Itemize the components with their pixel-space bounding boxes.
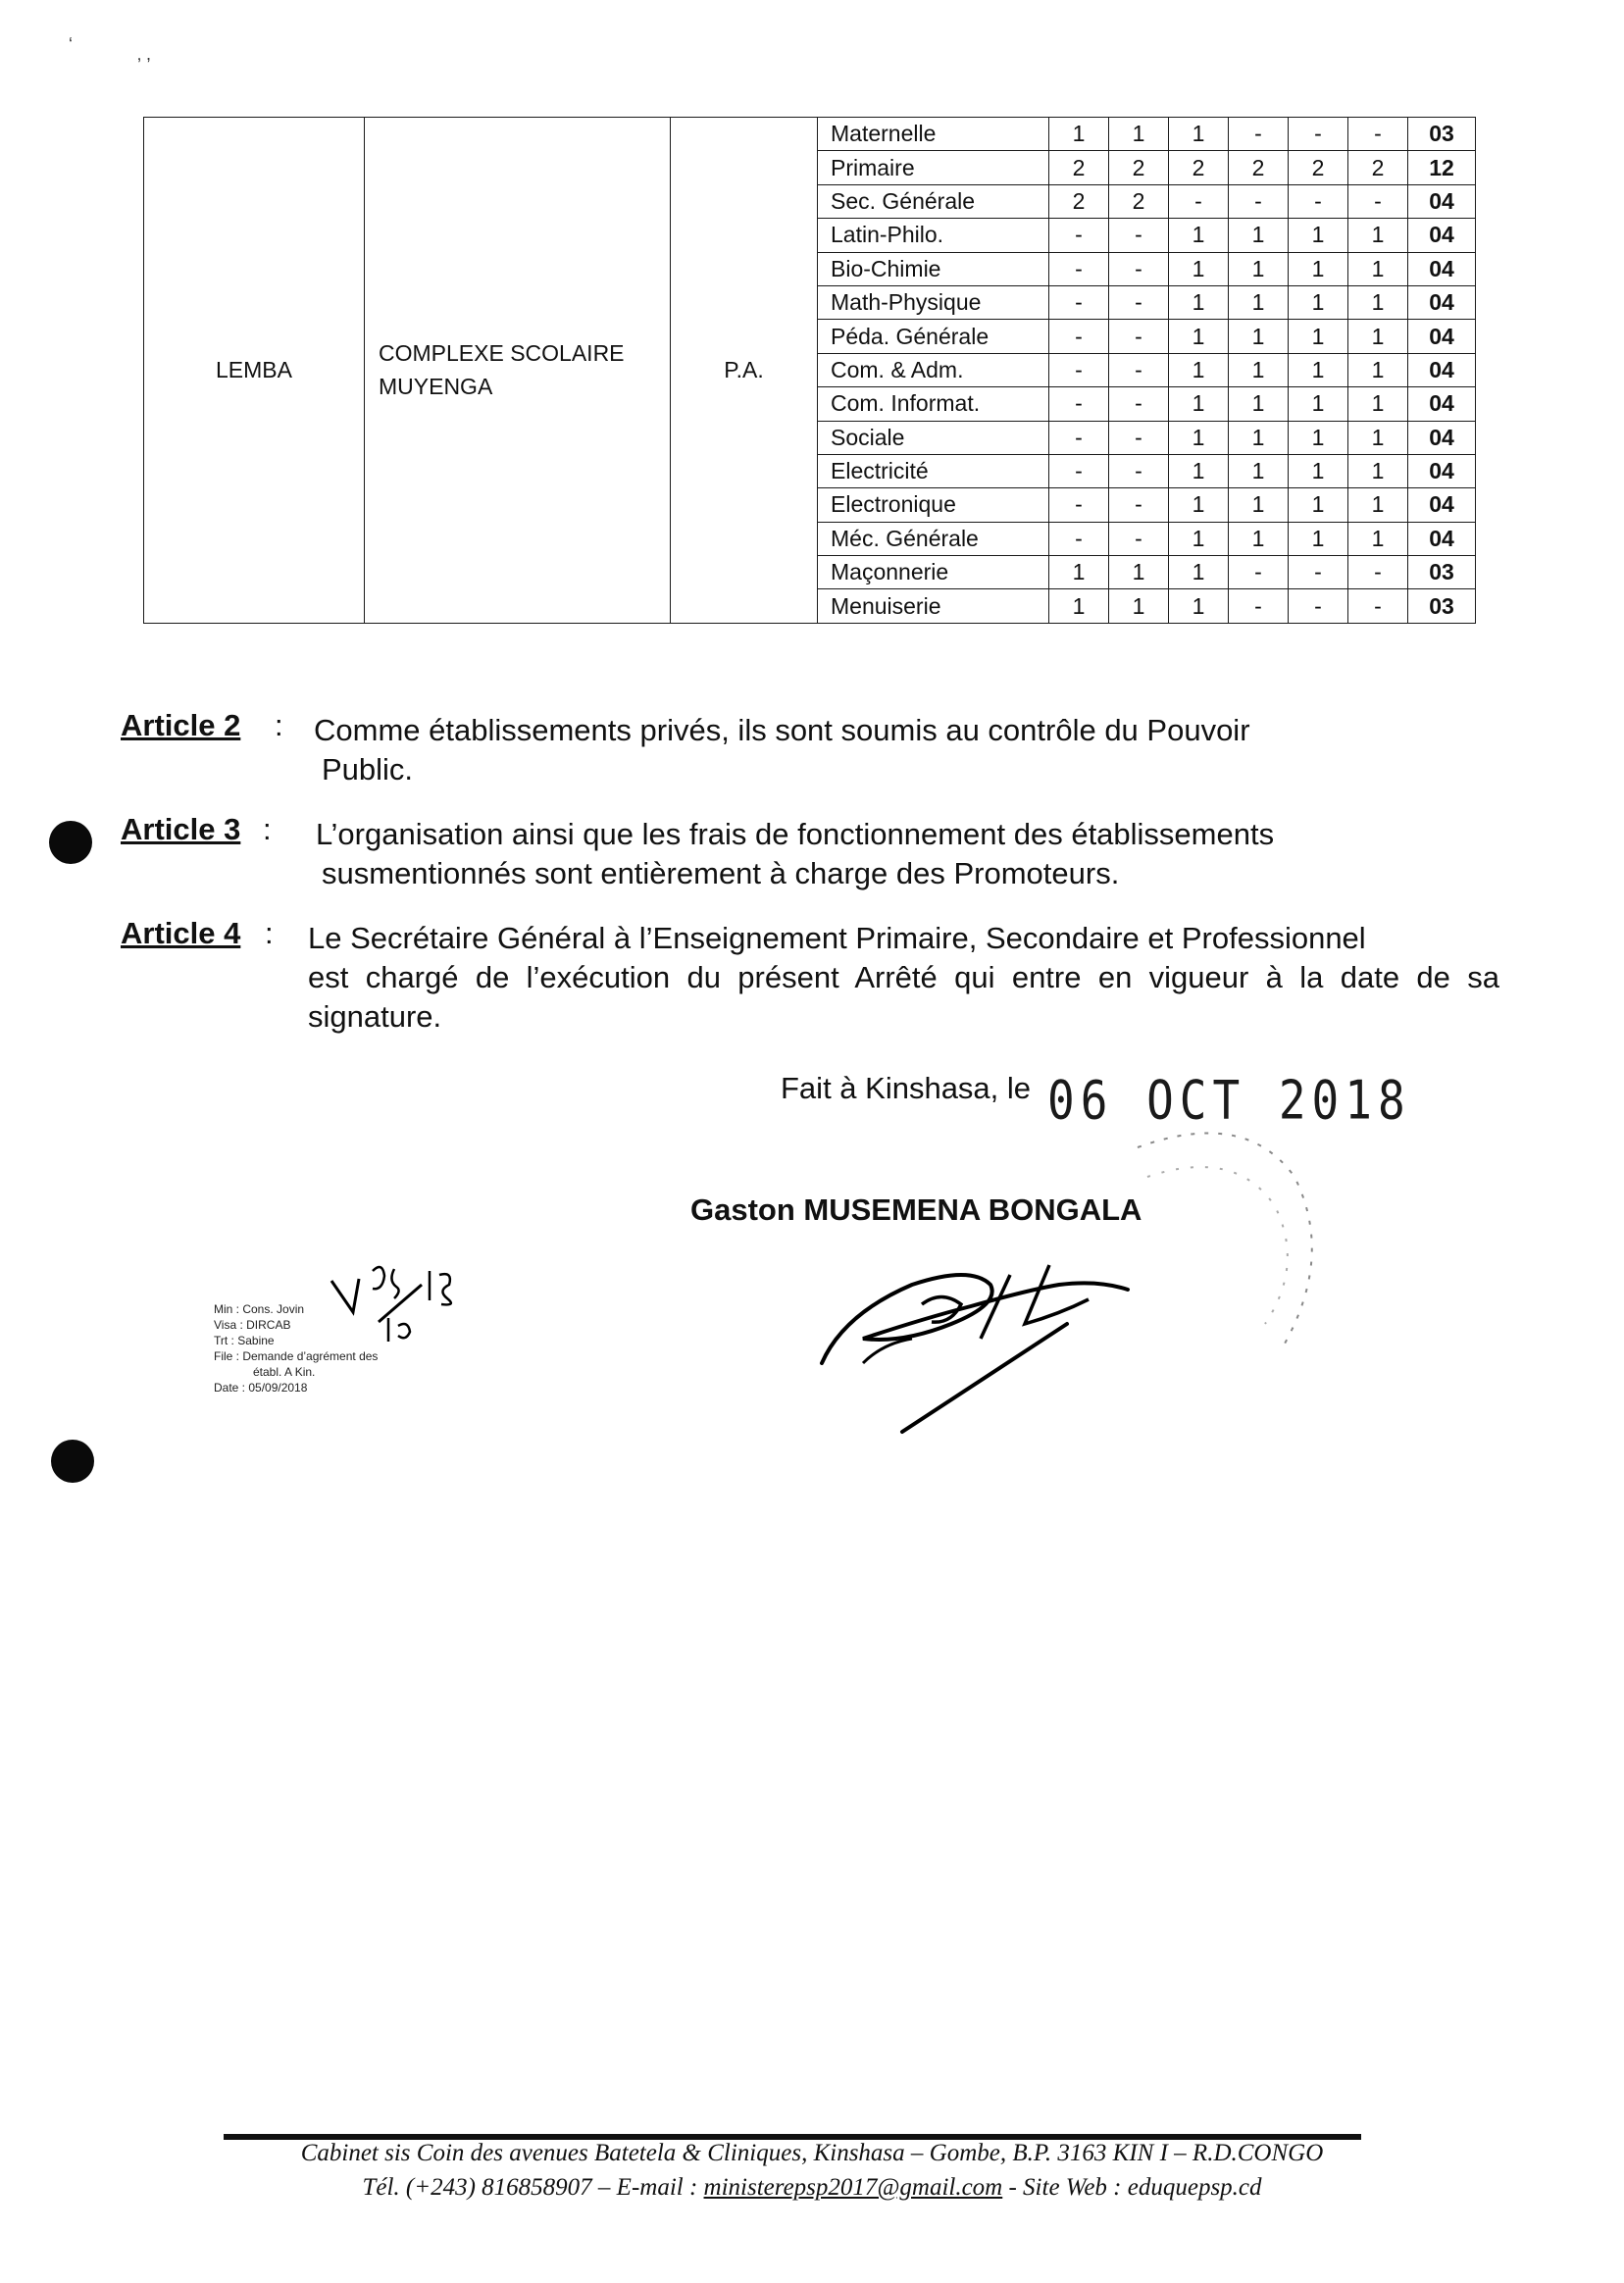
- cell-class-count: 1: [1169, 353, 1229, 386]
- cell-school: [365, 118, 671, 624]
- cell-class-count: 1: [1169, 589, 1229, 623]
- cell-class-count: 1: [1229, 320, 1289, 353]
- cell-class-count: 1: [1169, 285, 1229, 319]
- article-4-label: Article 4: [121, 916, 241, 950]
- cell-option: Electricité: [818, 454, 1049, 487]
- cell-class-count: 1: [1169, 454, 1229, 487]
- minute-date: Date : 05/09/2018: [214, 1381, 308, 1395]
- cell-class-count: -: [1229, 589, 1289, 623]
- cell-class-count: 1: [1289, 353, 1348, 386]
- cell-class-count: 1: [1229, 387, 1289, 421]
- cell-class-count: 2: [1229, 151, 1289, 184]
- cell-class-count: -: [1109, 522, 1169, 555]
- cell-total: 04: [1408, 252, 1476, 285]
- cell-class-count: 1: [1348, 353, 1408, 386]
- cell-option: Sociale: [818, 421, 1049, 454]
- footer-website: - Site Web : eduquepsp.cd: [1002, 2174, 1262, 2201]
- cell-option: Bio-Chimie: [818, 252, 1049, 285]
- article-4-line3: signature.: [308, 999, 442, 1034]
- article-3-label: Article 3: [121, 812, 241, 846]
- cell-option: Maçonnerie: [818, 556, 1049, 589]
- cell-area: [144, 118, 365, 624]
- cell-class-count: 1: [1348, 522, 1408, 555]
- cell-regime: [671, 118, 818, 624]
- cell-total: 04: [1408, 454, 1476, 487]
- cell-class-count: -: [1049, 421, 1109, 454]
- punch-hole-mark: [51, 1440, 94, 1483]
- faint-seal-outline: [1128, 1108, 1324, 1383]
- article-2-line1: Comme établissements privés, ils sont soumis au contrôle du Pouvoir: [314, 713, 1250, 747]
- cell-class-count: 1: [1289, 320, 1348, 353]
- cell-class-count: -: [1049, 522, 1109, 555]
- cell-class-count: 2: [1109, 151, 1169, 184]
- article-4-colon: :: [265, 916, 274, 950]
- cell-class-count: -: [1109, 387, 1169, 421]
- cell-total: 03: [1408, 556, 1476, 589]
- minute-min: Min : Cons. Jovin: [214, 1302, 305, 1316]
- cell-total: 04: [1408, 522, 1476, 555]
- cell-class-count: -: [1049, 320, 1109, 353]
- article-3-line1: L’organisation ainsi que les frais de fonctionnement des établissements: [316, 817, 1275, 851]
- cell-class-count: -: [1109, 285, 1169, 319]
- cell-class-count: 1: [1289, 219, 1348, 252]
- cell-class-count: -: [1049, 387, 1109, 421]
- cell-class-count: 1: [1348, 285, 1408, 319]
- cell-class-count: 1: [1289, 522, 1348, 555]
- cell-option: Péda. Générale: [818, 320, 1049, 353]
- cell-total: 04: [1408, 320, 1476, 353]
- cell-class-count: 1: [1169, 387, 1229, 421]
- footer-contact: [0, 2174, 1624, 2202]
- cell-total: 04: [1408, 488, 1476, 522]
- cell-class-count: 1: [1229, 252, 1289, 285]
- cell-class-count: -: [1109, 454, 1169, 487]
- cell-class-count: 1: [1169, 556, 1229, 589]
- cell-class-count: 1: [1109, 556, 1169, 589]
- cell-option: Primaire: [818, 151, 1049, 184]
- cell-class-count: 1: [1169, 252, 1229, 285]
- cell-total: 03: [1408, 589, 1476, 623]
- cell-class-count: -: [1109, 488, 1169, 522]
- cell-option: Latin-Philo.: [818, 219, 1049, 252]
- cell-total: 04: [1408, 387, 1476, 421]
- cell-class-count: 2: [1289, 151, 1348, 184]
- handwritten-signature: [804, 1245, 1157, 1442]
- cell-class-count: 1: [1049, 589, 1109, 623]
- cell-class-count: 1: [1229, 488, 1289, 522]
- footer-email-link[interactable]: ministerepsp2017@gmail.com: [703, 2174, 1003, 2201]
- cell-class-count: -: [1348, 118, 1408, 151]
- cell-total: 04: [1408, 184, 1476, 218]
- handwritten-initials-date: [324, 1261, 461, 1359]
- cell-class-count: -: [1109, 421, 1169, 454]
- school-name-line2: MUYENGA: [379, 374, 493, 400]
- cell-class-count: 1: [1289, 285, 1348, 319]
- cell-class-count: -: [1289, 118, 1348, 151]
- cell-class-count: 1: [1289, 421, 1348, 454]
- article-3-line2: susmentionnés sont entièrement à charge des Promoteurs.: [322, 856, 1120, 890]
- cell-class-count: 1: [1169, 522, 1229, 555]
- signer-name: Gaston MUSEMENA BONGALA: [690, 1192, 1142, 1227]
- cell-total: 04: [1408, 219, 1476, 252]
- regime-code: P.A.: [724, 356, 764, 382]
- cell-class-count: 1: [1109, 589, 1169, 623]
- table-row: [144, 118, 1476, 151]
- minute-file-cont: établ. A Kin.: [253, 1365, 316, 1379]
- cell-class-count: 1: [1229, 522, 1289, 555]
- cell-class-count: -: [1229, 184, 1289, 218]
- cell-total: 12: [1408, 151, 1476, 184]
- cell-class-count: 1: [1109, 118, 1169, 151]
- school-name-line1: COMPLEXE SCOLAIRE: [379, 340, 625, 367]
- cell-class-count: -: [1348, 589, 1408, 623]
- cell-class-count: 1: [1289, 252, 1348, 285]
- cell-class-count: 1: [1229, 219, 1289, 252]
- cell-option: Math-Physique: [818, 285, 1049, 319]
- cell-class-count: 2: [1049, 151, 1109, 184]
- cell-total: 03: [1408, 118, 1476, 151]
- cell-class-count: 1: [1348, 421, 1408, 454]
- cell-class-count: -: [1289, 589, 1348, 623]
- cell-class-count: 2: [1109, 184, 1169, 218]
- cell-class-count: 2: [1348, 151, 1408, 184]
- cell-class-count: -: [1049, 353, 1109, 386]
- minute-trt: Trt : Sabine: [214, 1334, 275, 1347]
- cell-class-count: -: [1049, 252, 1109, 285]
- cell-class-count: 1: [1348, 320, 1408, 353]
- cell-class-count: 1: [1289, 488, 1348, 522]
- cell-class-count: 1: [1348, 252, 1408, 285]
- cell-class-count: 1: [1229, 285, 1289, 319]
- cell-option: Com. Informat.: [818, 387, 1049, 421]
- article-3-colon: :: [263, 812, 272, 846]
- cell-option: Maternelle: [818, 118, 1049, 151]
- cell-option: Méc. Générale: [818, 522, 1049, 555]
- cell-class-count: 1: [1169, 118, 1229, 151]
- cell-option: Menuiserie: [818, 589, 1049, 623]
- cell-class-count: 1: [1169, 488, 1229, 522]
- cell-class-count: -: [1169, 184, 1229, 218]
- cell-class-count: 1: [1229, 421, 1289, 454]
- cell-option: Sec. Générale: [818, 184, 1049, 218]
- cell-class-count: 1: [1049, 118, 1109, 151]
- cell-class-count: 1: [1169, 320, 1229, 353]
- cell-class-count: 1: [1049, 556, 1109, 589]
- article-2-colon: :: [275, 708, 283, 742]
- cell-class-count: -: [1109, 252, 1169, 285]
- cell-class-count: -: [1229, 556, 1289, 589]
- cell-class-count: 1: [1229, 353, 1289, 386]
- cell-class-count: -: [1289, 184, 1348, 218]
- article-2-label: Article 2: [121, 708, 241, 742]
- minute-visa: Visa : DIRCAB: [214, 1318, 291, 1332]
- place-and-date-text: Fait à Kinshasa, le: [781, 1071, 1032, 1105]
- cell-option: Com. & Adm.: [818, 353, 1049, 386]
- cell-class-count: -: [1049, 219, 1109, 252]
- cell-class-count: 1: [1229, 454, 1289, 487]
- cell-class-count: -: [1348, 556, 1408, 589]
- cell-class-count: -: [1348, 184, 1408, 218]
- cell-class-count: -: [1049, 454, 1109, 487]
- cell-option: Electronique: [818, 488, 1049, 522]
- cell-class-count: 2: [1049, 184, 1109, 218]
- scan-speck: ‘: [69, 34, 73, 54]
- cell-class-count: -: [1109, 219, 1169, 252]
- article-4-line1: Le Secrétaire Général à l’Enseignement Primaire, Secondaire et Professionnel: [308, 921, 1366, 955]
- cell-class-count: -: [1049, 285, 1109, 319]
- cell-total: 04: [1408, 285, 1476, 319]
- minute-file: File : Demande d’agrément des: [214, 1349, 379, 1363]
- cell-class-count: -: [1229, 118, 1289, 151]
- footer-address: Cabinet sis Coin des avenues Batetela & Cliniques, Kinshasa – Gombe, B.P. 3163 KIN I – R.D.CONGO: [300, 2140, 1324, 2166]
- cell-total: 04: [1408, 353, 1476, 386]
- cell-class-count: 1: [1169, 219, 1229, 252]
- cell-class-count: 1: [1169, 421, 1229, 454]
- cell-class-count: 1: [1289, 387, 1348, 421]
- school-options-table: [143, 117, 1476, 624]
- cell-class-count: 1: [1348, 488, 1408, 522]
- cell-total: 04: [1408, 421, 1476, 454]
- area-name: LEMBA: [216, 356, 292, 382]
- cell-class-count: 1: [1348, 454, 1408, 487]
- cell-class-count: 1: [1348, 387, 1408, 421]
- cell-class-count: -: [1049, 488, 1109, 522]
- stamped-date: 06 OCT 2018: [1047, 1069, 1411, 1132]
- cell-class-count: -: [1109, 353, 1169, 386]
- scan-speck: ‚ ,: [137, 44, 152, 64]
- cell-class-count: 1: [1348, 219, 1408, 252]
- cell-class-count: -: [1289, 556, 1348, 589]
- article-2-line2: Public.: [322, 752, 414, 786]
- footer-phone: Tél. (+243) 816858907 – E-mail :: [362, 2174, 704, 2201]
- cell-class-count: 1: [1289, 454, 1348, 487]
- cell-class-count: 2: [1169, 151, 1229, 184]
- article-4-line2: est chargé de l’exécution du présent Arrêté qui entre en vigueur à la date de sa: [308, 960, 1499, 994]
- cell-class-count: -: [1109, 320, 1169, 353]
- punch-hole-mark: [49, 821, 92, 864]
